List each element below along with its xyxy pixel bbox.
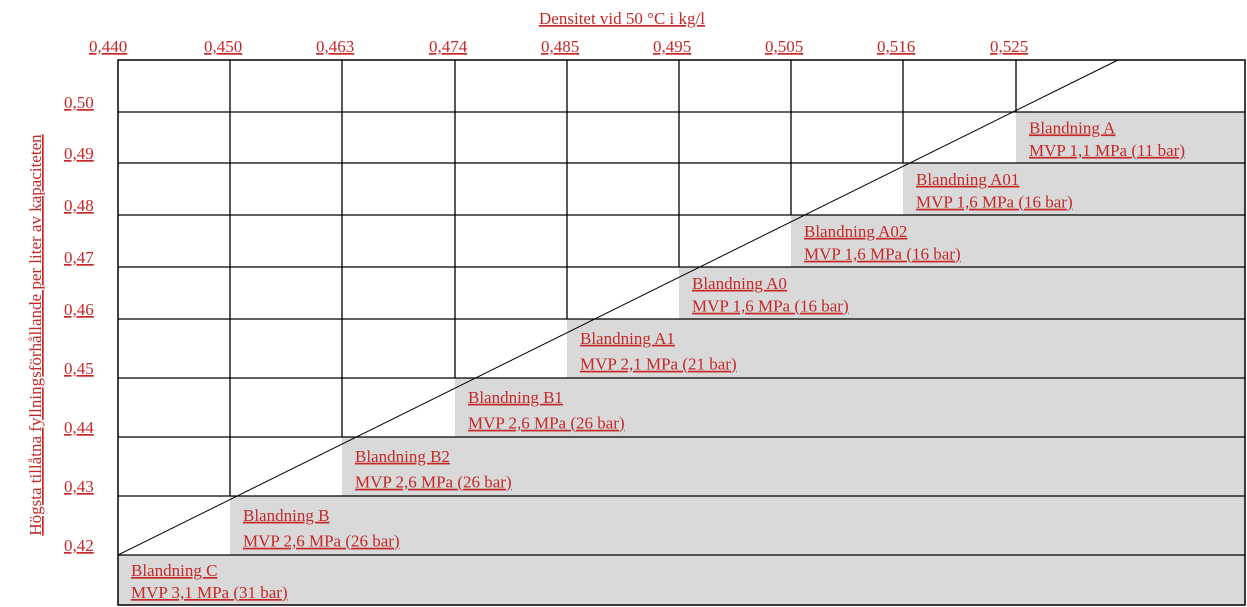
y-tick-label: 0,44 — [64, 418, 94, 437]
region-pressure-label: MVP 2,6 MPa (26 bar) — [243, 531, 400, 551]
y-tick-label: 0,49 — [64, 144, 94, 163]
x-tick-label: 0,474 — [429, 37, 468, 56]
region-pressure-label: MVP 1,6 MPa (16 bar) — [804, 244, 961, 264]
y-tick-label: 0,46 — [64, 300, 94, 319]
y-tick-label: 0,42 — [64, 536, 94, 555]
x-tick-label: 0,516 — [877, 37, 916, 56]
x-tick-label: 0,450 — [204, 37, 243, 56]
y-tick-label: 0,47 — [64, 248, 94, 267]
region-name-label: Blandning C — [131, 561, 218, 580]
x-tick-label: 0,525 — [990, 37, 1029, 56]
region-name-label: Blandning B1 — [468, 387, 563, 407]
chart-title: Densitet vid 50 °C i kg/l — [539, 9, 705, 28]
region-name-label: Blandning A — [1029, 118, 1116, 138]
x-tick-label: 0,495 — [653, 37, 692, 56]
x-tick-label: 0,505 — [765, 37, 804, 56]
region-name-label: Blandning B — [243, 505, 330, 525]
y-tick-label: 0,48 — [64, 196, 94, 215]
region-name-label: Blandning B2 — [355, 446, 450, 466]
region-pressure-label: MVP 1,6 MPa (16 bar) — [692, 296, 849, 316]
region-pressure-label: MVP 2,6 MPa (26 bar) — [355, 472, 512, 492]
y-axis-label: Högsta tillåtna fyllningsförhållande per liter av kapaciteten — [26, 134, 45, 536]
region-pressure-label: MVP 3,1 MPa (31 bar) — [131, 583, 288, 602]
y-tick-labels — [64, 93, 94, 555]
x-tick-label: 0,463 — [316, 37, 355, 56]
x-tick-label: 0,485 — [541, 37, 580, 56]
x-tick-labels — [89, 37, 1028, 56]
y-tick-label: 0,45 — [64, 359, 94, 378]
y-tick-label: 0,50 — [64, 93, 94, 112]
region-pressure-label: MVP 2,6 MPa (26 bar) — [468, 413, 625, 433]
region-name-label: Blandning A1 — [580, 328, 675, 348]
region-pressure-label: MVP 1,1 MPa (11 bar) — [1029, 140, 1185, 160]
region-name-label: Blandning A0 — [692, 273, 787, 293]
region-name-label: Blandning A01 — [916, 169, 1020, 189]
region-pressure-label: MVP 2,1 MPa (21 bar) — [580, 354, 737, 374]
y-tick-label: 0,43 — [64, 477, 94, 496]
region-pressure-label: MVP 1,6 MPa (16 bar) — [916, 192, 1073, 212]
region-name-label: Blandning A02 — [804, 221, 908, 241]
x-tick-label: 0,440 — [89, 37, 128, 56]
